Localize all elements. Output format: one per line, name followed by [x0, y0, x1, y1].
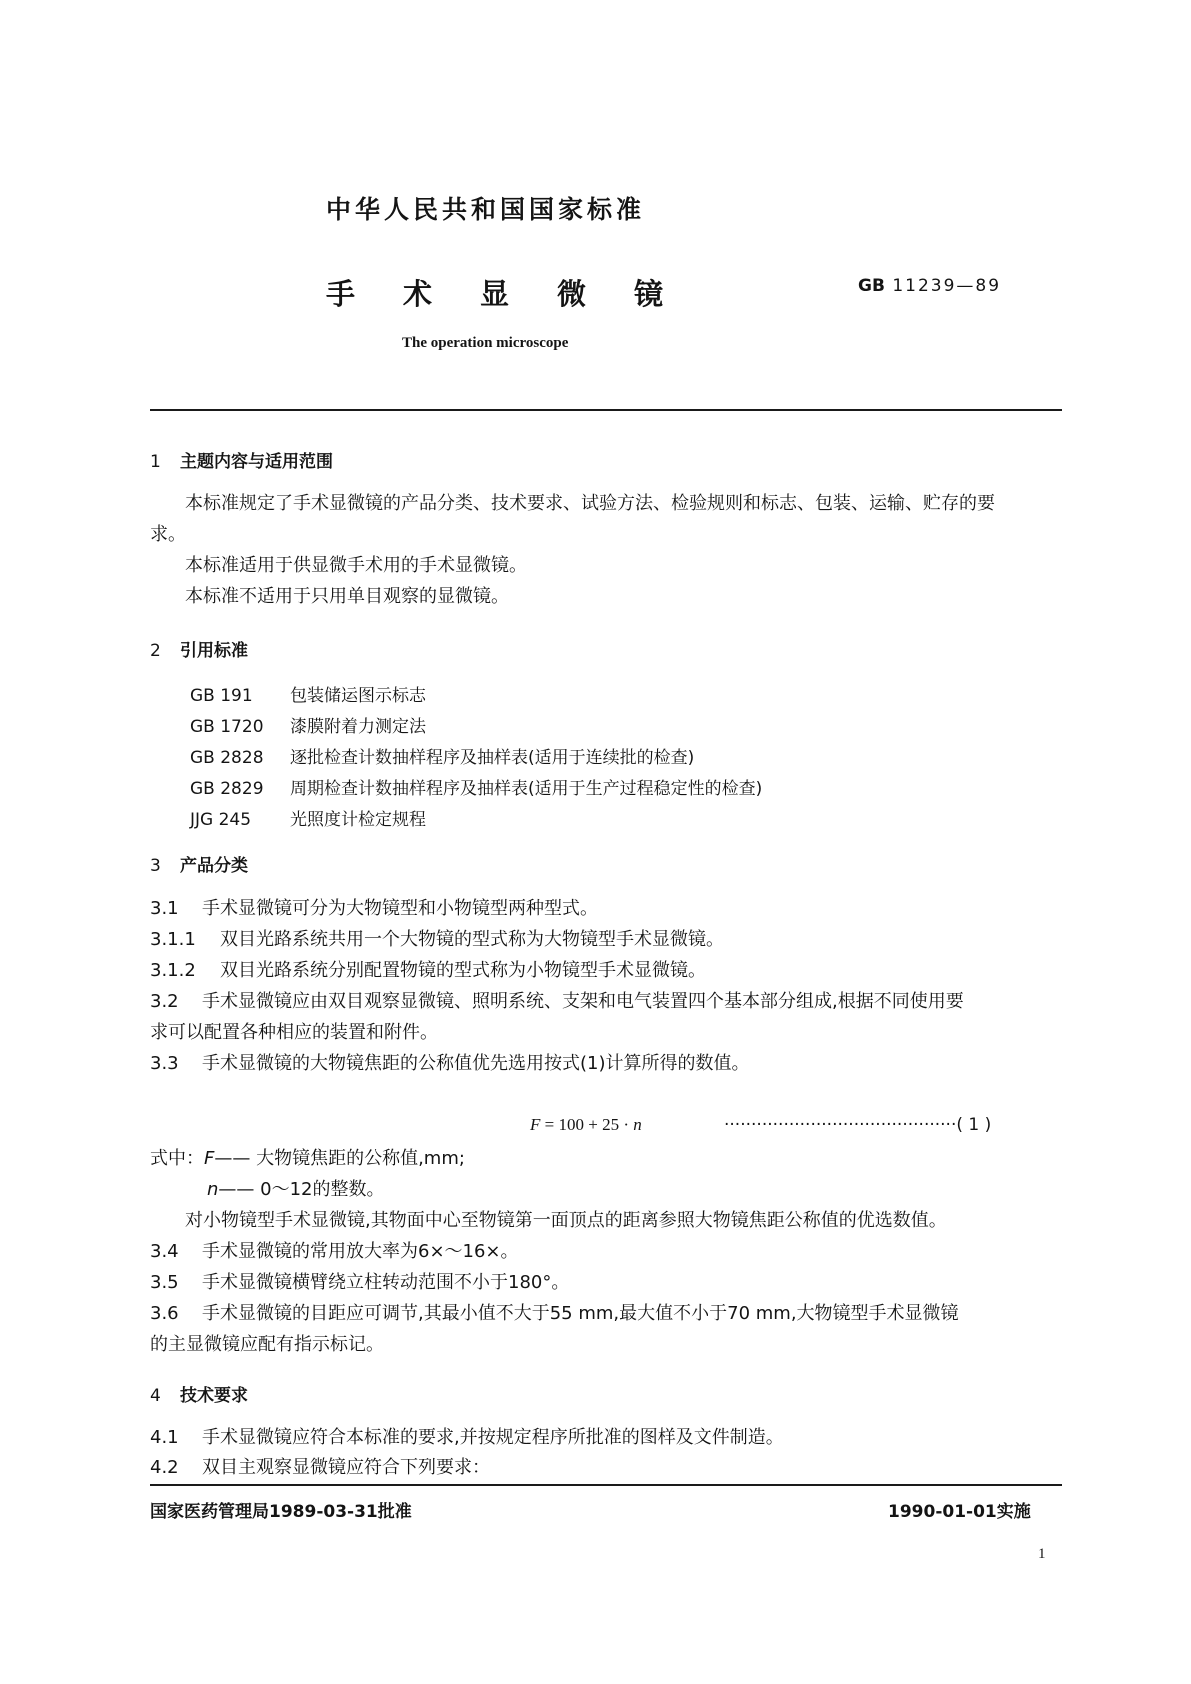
clause-3-6: 3.6 手术显微镜的目距应可调节,其最小值不大于55 mm,最大值不小于70 mm,大物镜型手术显微镜 [150, 1303, 959, 1324]
clause-3-5: 3.5 手术显微镜横臂绕立柱转动范围不小于180°。 [150, 1272, 570, 1293]
section-2-heading: 2 引用标准 [150, 641, 248, 661]
formula-body: = 100 + 25 · [540, 1115, 634, 1134]
clause-3-2: 3.2 手术显微镜应由双目观察显微镜、照明系统、支架和电气装置四个基本部分组成,根据不同使用要 [150, 991, 964, 1012]
small-objective-note: 对小物镜型手术显微镜,其物面中心至物镜第一面顶点的距离参照大物镜焦距公称值的优选数值。 [185, 1210, 947, 1231]
clause-3-1: 3.1 手术显微镜可分为大物镜型和小物镜型两种型式。 [150, 898, 598, 919]
effective-date: 1990-01-01实施 [888, 1502, 1031, 1522]
section-4-heading: 4 技术要求 [150, 1386, 248, 1406]
focal-length-formula [530, 1115, 642, 1135]
formula-number: ···········································( 1 ) [724, 1115, 992, 1135]
footer-divider [150, 1484, 1062, 1486]
formula-f-symbol: F [530, 1115, 541, 1134]
code-prefix: GB [858, 276, 885, 296]
clause-3-6-cont: 的主显微镜应配有指示标记。 [150, 1334, 384, 1355]
clause-3-2-cont: 求可以配置各种相应的装置和附件。 [150, 1022, 438, 1043]
clause-3-1-1: 3.1.1 双目光路系统共用一个大物镜的型式称为大物镜型手术显微镜。 [150, 929, 724, 950]
reference-item: JJG 245 光照度计检定规程 [190, 810, 426, 830]
clause-4-2: 4.2 双目主观察显微镜应符合下列要求： [150, 1457, 490, 1478]
reference-item: GB 2829 周期检查计数抽样程序及抽样表(适用于生产过程稳定性的检查) [190, 779, 763, 799]
standard-code [858, 276, 1001, 296]
page-number: 1 [1038, 1546, 1046, 1562]
section-1-heading: 1 主题内容与适用范围 [150, 452, 333, 472]
reference-item: GB 1720 漆膜附着力测定法 [190, 717, 426, 737]
section-1-para-1-cont: 求。 [150, 524, 186, 545]
section-1-para-1: 本标准规定了手术显微镜的产品分类、技术要求、试验方法、检验规则和标志、包装、运输、贮存的要 [185, 493, 995, 514]
clause-4-1: 4.1 手术显微镜应符合本标准的要求,并按规定程序所批准的图样及文件制造。 [150, 1427, 784, 1448]
header-divider [150, 409, 1062, 411]
standard-title: 手术显微镜 [326, 277, 712, 311]
issuing-organization: 中华人民共和国国家标准 [326, 195, 646, 224]
section-1-para-3: 本标准不适用于只用单目观察的显微镜。 [185, 586, 509, 607]
clause-3-1-2: 3.1.2 双目光路系统分别配置物镜的型式称为小物镜型手术显微镜。 [150, 960, 706, 981]
approval-line: 国家医药管理局1989-03-31批准 [150, 1502, 412, 1522]
english-title: The operation microscope [402, 335, 569, 351]
formula-where-f: 式中：F—— 大物镜焦距的公称值,mm; [150, 1148, 465, 1169]
clause-3-3: 3.3 手术显微镜的大物镜焦距的公称值优先选用按式(1)计算所得的数值。 [150, 1053, 750, 1074]
clause-3-4: 3.4 手术显微镜的常用放大率为6×～16×。 [150, 1241, 519, 1262]
section-3-heading: 3 产品分类 [150, 856, 248, 876]
reference-item: GB 191 包装储运图示标志 [190, 686, 426, 706]
section-1-para-2: 本标准适用于供显微手术用的手术显微镜。 [185, 555, 527, 576]
formula-where-n: n—— 0～12的整数。 [207, 1179, 385, 1200]
formula-n-symbol: n [633, 1115, 642, 1134]
reference-item: GB 2828 逐批检查计数抽样程序及抽样表(适用于连续批的检查) [190, 748, 695, 768]
code-number: 11239—89 [892, 276, 1002, 296]
